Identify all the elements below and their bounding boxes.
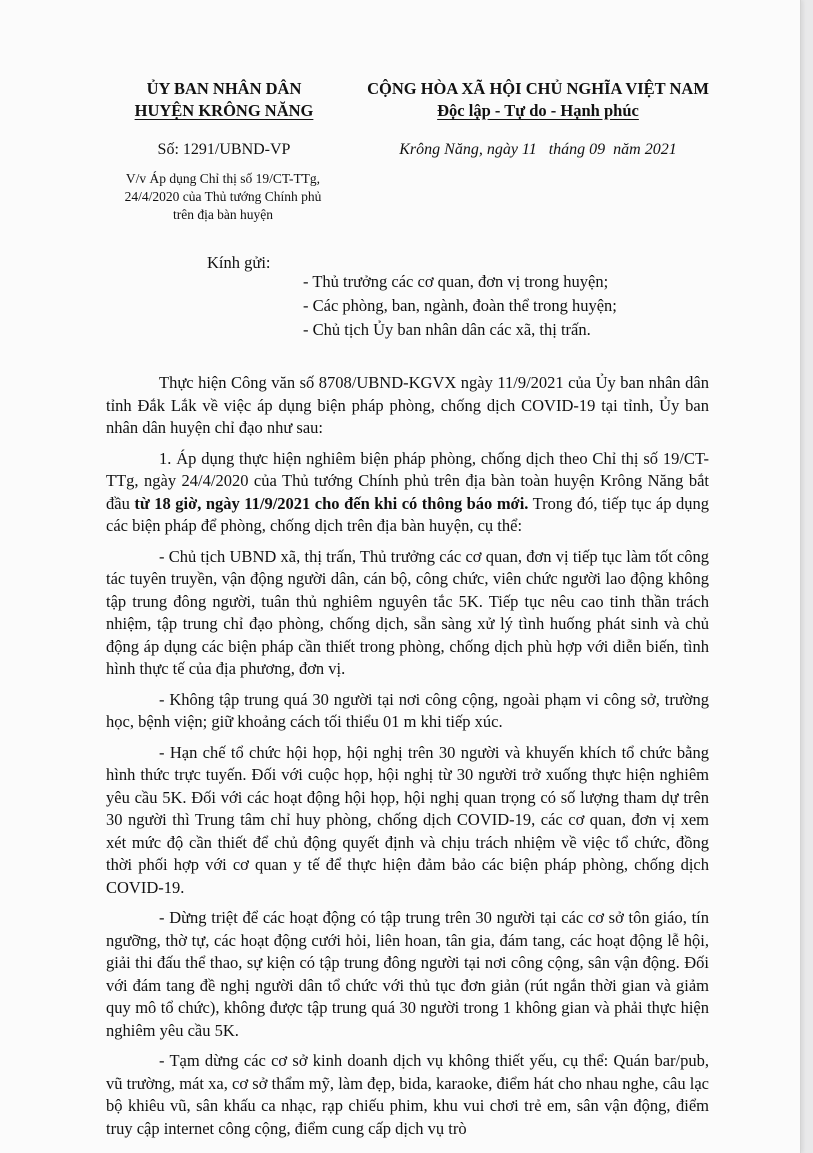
national-title: CỘNG HÒA XÃ HỘI CHỦ NGHĨA VIỆT NAM: [367, 79, 709, 98]
national-motto: Độc lập - Tự do - Hạnh phúc: [437, 101, 639, 120]
intro-paragraph: Thực hiện Công văn số 8708/UBND-KGVX ngày 11/9/2021 của Ủy ban nhân dân tỉnh Đắk Lắk về việc áp dụng biện pháp phòng, chống dịch COVID-19 tại tỉnh, Ủy ban nhân dân huyện chỉ đạo như sau:: [106, 373, 709, 437]
issuer-header: [108, 78, 340, 122]
recipients-label: Kính gửi:: [207, 253, 271, 272]
subject-line-2: 24/4/2020 của Thủ tướng Chính phủ: [124, 189, 322, 204]
item-1-effective-time: từ 18 giờ, ngày 11/9/2021 cho đến khi có thông báo mới.: [134, 493, 529, 513]
subject-line-1: V/v Áp dụng Chỉ thị số 19/CT-TTg,: [125, 171, 321, 186]
bullet-paragraph: - Không tập trung quá 30 người tại nơi công cộng, ngoài phạm vi công sở, trường học, bệnh viện; giữ khoảng cách tối thiểu 01 m khi tiếp xúc.: [106, 689, 709, 731]
recipient-item: - Chủ tịch Ủy ban nhân dân các xã, thị trấn.: [303, 320, 591, 339]
bullet-paragraph: - Tạm dừng các cơ sở kinh doanh dịch vụ không thiết yếu, cụ thể: Quán bar/pub, vũ trường, mát xa, cơ sở thẩm mỹ, làm đẹp, bida, karaoke, điểm hát cho nhau nghe, câu lạc bộ khiêu vũ, sân khấu ca nhạc, rạp chiếu phim, khu vui chơi trẻ em, sân vận động, điểm truy cập internet công cộng, điểm cung cấp dịch vụ trò: [106, 1051, 709, 1138]
document-subject: [78, 170, 368, 224]
bullet-paragraph: - Dừng triệt để các hoạt động có tập trung trên 30 người tại các cơ sở tôn giáo, tín ngưỡng, thờ tự, các hoạt động cưới hỏi, liên hoan, tân gia, đám tang, các hoạt động lễ hội, giải thi đấu thể thao, sự kiện có tập trung đông người tại nơi công cộng, sân vận động. Đối với đám tang đề nghị người dân tổ chức với thủ tục đơn giản (rút ngắn thời gian và giảm quy mô tổ chức), không được tập trung quá 30 người trong 1 không gian và phải thực hiện nghiêm yêu cầu 5K.: [106, 908, 709, 1040]
national-header: [338, 78, 738, 122]
item-1-paragraph: [106, 448, 709, 538]
recipients-list: [303, 270, 617, 342]
bullet-paragraph: - Chủ tịch UBND xã, thị trấn, Thủ trưởng các cơ quan, đơn vị tiếp tục làm tốt công tác tuyên truyền, vận động người dân, cán bộ, công chức, viên chức người lao động không tập trung đông người, tuân thủ nghiêm nguyên tắc 5K. Tiếp tục nêu cao tinh thần trách nhiệm, tập trung chỉ đạo phòng, chống dịch, sẵn sàng xử lý tình huống phát sinh và chủ động áp dụng các biện pháp cần thiết trong phòng, chống dịch phù hợp với diễn biến, tình hình thực tế của địa phương, đơn vị.: [106, 546, 709, 678]
recipient-item: - Các phòng, ban, ngành, đoàn thể trong huyện;: [303, 296, 617, 315]
document-date: Krông Năng, ngày 11 tháng 09 năm 2021: [399, 141, 677, 158]
subject-line-3: trên địa bàn huyện: [172, 207, 274, 222]
bullet-paragraph: - Hạn chế tổ chức hội họp, hội nghị trên 30 người và khuyến khích tổ chức bằng hình thức trực tuyến. Đối với cuộc họp, hội nghị từ 30 người trở xuống thực hiện nghiêm yêu cầu 5K. Đối với các hoạt động hội họp, hội nghị quan trọng có số lượng tham dự trên 30 người thì Trung tâm chỉ huy phòng, chống dịch COVID-19, các cơ quan, đơn vị xem xét mức độ cần thiết để chủ động quyết định và chịu trách nhiệm về việc tổ chức, đồng thời phối hợp với cơ quan y tế để thực hiện đảm bảo các biện pháp phòng, chống dịch COVID-19.: [106, 742, 709, 897]
issuer-line-1: ỦY BAN NHÂN DÂN: [146, 79, 302, 98]
item-1-text-a: 1. Áp dụng thực hiện nghiêm biện pháp phòng, chống dịch theo Chỉ thị số 19/CT-TTg, ngày 24/4/2020 của Thủ tướng Chính phủ trên địa bàn toàn huyện Krông Năng bắt đầu: [106, 448, 709, 513]
recipient-item: - Thủ trưởng các cơ quan, đơn vị trong huyện;: [303, 272, 609, 291]
item-1-text-b: Trong đó, tiếp tục áp dụng các biện pháp để phòng, chống dịch trên địa bàn huyện, cụ thể:: [106, 493, 710, 535]
document-body: [106, 372, 709, 1147]
document-number: Số: 1291/UBND-VP: [157, 141, 291, 158]
issuer-line-2: HUYỆN KRÔNG NĂNG: [134, 101, 314, 120]
